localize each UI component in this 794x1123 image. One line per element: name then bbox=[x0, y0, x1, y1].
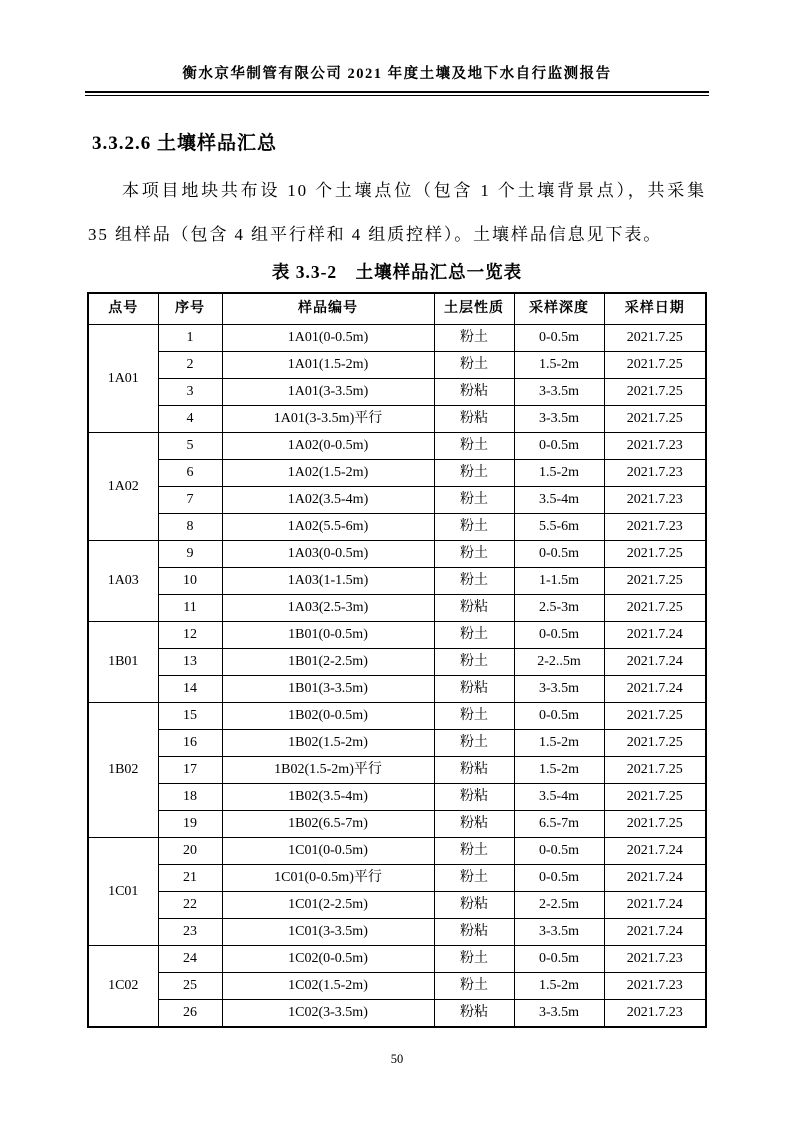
sample-id-cell: 1A01(1.5-2m) bbox=[222, 352, 434, 379]
column-header: 序号 bbox=[158, 293, 222, 325]
point-id-cell: 1C01 bbox=[88, 838, 158, 946]
table-row bbox=[88, 919, 706, 946]
date-cell: 2021.7.23 bbox=[604, 433, 706, 460]
serial-cell: 10 bbox=[158, 568, 222, 595]
table-row bbox=[88, 757, 706, 784]
table-row bbox=[88, 892, 706, 919]
table-row bbox=[88, 622, 706, 649]
soil-type-cell: 粉土 bbox=[434, 703, 514, 730]
table-header-row bbox=[88, 293, 706, 325]
serial-cell: 21 bbox=[158, 865, 222, 892]
sample-id-cell: 1B02(3.5-4m) bbox=[222, 784, 434, 811]
soil-sample-table bbox=[87, 292, 707, 1028]
serial-cell: 2 bbox=[158, 352, 222, 379]
date-cell: 2021.7.25 bbox=[604, 595, 706, 622]
date-cell: 2021.7.24 bbox=[604, 919, 706, 946]
sample-id-cell: 1B01(3-3.5m) bbox=[222, 676, 434, 703]
table-row bbox=[88, 595, 706, 622]
sample-id-cell: 1C01(3-3.5m) bbox=[222, 919, 434, 946]
depth-cell: 1-1.5m bbox=[514, 568, 604, 595]
depth-cell: 1.5-2m bbox=[514, 973, 604, 1000]
table-row bbox=[88, 838, 706, 865]
depth-cell: 2.5-3m bbox=[514, 595, 604, 622]
serial-cell: 15 bbox=[158, 703, 222, 730]
soil-type-cell: 粉土 bbox=[434, 541, 514, 568]
running-header-title: 衡水京华制管有限公司 2021 年度土壤及地下水自行监测报告 bbox=[182, 66, 612, 82]
soil-type-cell: 粉粘 bbox=[434, 379, 514, 406]
table-caption: 表 3.3-2 土壤样品汇总一览表 bbox=[271, 262, 523, 282]
sample-id-cell: 1A01(3-3.5m)平行 bbox=[222, 406, 434, 433]
date-cell: 2021.7.24 bbox=[604, 838, 706, 865]
table-row bbox=[88, 487, 706, 514]
date-cell: 2021.7.25 bbox=[604, 352, 706, 379]
depth-cell: 3-3.5m bbox=[514, 406, 604, 433]
table-row bbox=[88, 406, 706, 433]
table-row bbox=[88, 649, 706, 676]
date-cell: 2021.7.24 bbox=[604, 892, 706, 919]
sample-id-cell: 1B01(0-0.5m) bbox=[222, 622, 434, 649]
point-id-cell: 1A02 bbox=[88, 433, 158, 541]
soil-type-cell: 粉土 bbox=[434, 649, 514, 676]
serial-cell: 16 bbox=[158, 730, 222, 757]
point-id-cell: 1B01 bbox=[88, 622, 158, 703]
depth-cell: 0-0.5m bbox=[514, 838, 604, 865]
sample-id-cell: 1C02(3-3.5m) bbox=[222, 1000, 434, 1028]
serial-cell: 9 bbox=[158, 541, 222, 568]
table-row bbox=[88, 1000, 706, 1028]
date-cell: 2021.7.23 bbox=[604, 946, 706, 973]
serial-cell: 5 bbox=[158, 433, 222, 460]
depth-cell: 1.5-2m bbox=[514, 352, 604, 379]
serial-cell: 4 bbox=[158, 406, 222, 433]
sample-id-cell: 1C02(1.5-2m) bbox=[222, 973, 434, 1000]
soil-type-cell: 粉土 bbox=[434, 568, 514, 595]
column-header: 采样深度 bbox=[514, 293, 604, 325]
serial-cell: 24 bbox=[158, 946, 222, 973]
soil-type-cell: 粉土 bbox=[434, 487, 514, 514]
table-row bbox=[88, 379, 706, 406]
sample-id-cell: 1A03(2.5-3m) bbox=[222, 595, 434, 622]
date-cell: 2021.7.25 bbox=[604, 811, 706, 838]
depth-cell: 1.5-2m bbox=[514, 460, 604, 487]
date-cell: 2021.7.24 bbox=[604, 676, 706, 703]
soil-type-cell: 粉土 bbox=[434, 325, 514, 352]
table-row bbox=[88, 865, 706, 892]
depth-cell: 1.5-2m bbox=[514, 757, 604, 784]
depth-cell: 0-0.5m bbox=[514, 541, 604, 568]
sample-id-cell: 1A03(0-0.5m) bbox=[222, 541, 434, 568]
table-row bbox=[88, 460, 706, 487]
soil-type-cell: 粉土 bbox=[434, 973, 514, 1000]
date-cell: 2021.7.25 bbox=[604, 406, 706, 433]
table-row bbox=[88, 568, 706, 595]
date-cell: 2021.7.25 bbox=[604, 325, 706, 352]
serial-cell: 23 bbox=[158, 919, 222, 946]
header-divider-rule bbox=[85, 91, 709, 96]
depth-cell: 3-3.5m bbox=[514, 1000, 604, 1028]
point-id-cell: 1A03 bbox=[88, 541, 158, 622]
column-header: 采样日期 bbox=[604, 293, 706, 325]
table-row bbox=[88, 811, 706, 838]
depth-cell: 3-3.5m bbox=[514, 379, 604, 406]
soil-type-cell: 粉土 bbox=[434, 838, 514, 865]
depth-cell: 0-0.5m bbox=[514, 703, 604, 730]
serial-cell: 6 bbox=[158, 460, 222, 487]
table-row bbox=[88, 514, 706, 541]
soil-type-cell: 粉粘 bbox=[434, 919, 514, 946]
serial-cell: 1 bbox=[158, 325, 222, 352]
serial-cell: 8 bbox=[158, 514, 222, 541]
soil-type-cell: 粉粘 bbox=[434, 595, 514, 622]
depth-cell: 6.5-7m bbox=[514, 811, 604, 838]
date-cell: 2021.7.25 bbox=[604, 757, 706, 784]
date-cell: 2021.7.23 bbox=[604, 1000, 706, 1028]
sample-id-cell: 1C01(0-0.5m)平行 bbox=[222, 865, 434, 892]
body-paragraph: 本项目地块共布设 10 个土壤点位（包含 1 个土壤背景点），共采集 35 组样品（包含 4 组平行样和 4 组质控样）。土壤样品信息见下表。 bbox=[88, 181, 706, 244]
depth-cell: 3-3.5m bbox=[514, 919, 604, 946]
serial-cell: 18 bbox=[158, 784, 222, 811]
depth-cell: 0-0.5m bbox=[514, 622, 604, 649]
depth-cell: 0-0.5m bbox=[514, 325, 604, 352]
page-number: 50 bbox=[390, 1052, 404, 1066]
point-id-cell: 1B02 bbox=[88, 703, 158, 838]
depth-cell: 3.5-4m bbox=[514, 784, 604, 811]
date-cell: 2021.7.25 bbox=[604, 568, 706, 595]
table-row bbox=[88, 784, 706, 811]
depth-cell: 0-0.5m bbox=[514, 946, 604, 973]
soil-type-cell: 粉土 bbox=[434, 946, 514, 973]
soil-type-cell: 粉土 bbox=[434, 460, 514, 487]
table-row bbox=[88, 352, 706, 379]
soil-type-cell: 粉粘 bbox=[434, 784, 514, 811]
depth-cell: 5.5-6m bbox=[514, 514, 604, 541]
date-cell: 2021.7.24 bbox=[604, 865, 706, 892]
soil-type-cell: 粉粘 bbox=[434, 757, 514, 784]
date-cell: 2021.7.25 bbox=[604, 730, 706, 757]
sample-id-cell: 1B01(2-2.5m) bbox=[222, 649, 434, 676]
soil-type-cell: 粉土 bbox=[434, 352, 514, 379]
column-header: 点号 bbox=[88, 293, 158, 325]
soil-type-cell: 粉粘 bbox=[434, 892, 514, 919]
serial-cell: 3 bbox=[158, 379, 222, 406]
table-row bbox=[88, 676, 706, 703]
sample-id-cell: 1B02(1.5-2m) bbox=[222, 730, 434, 757]
sample-id-cell: 1A02(3.5-4m) bbox=[222, 487, 434, 514]
table-row bbox=[88, 730, 706, 757]
sample-id-cell: 1A02(0-0.5m) bbox=[222, 433, 434, 460]
point-id-cell: 1C02 bbox=[88, 946, 158, 1028]
date-cell: 2021.7.23 bbox=[604, 487, 706, 514]
table-row bbox=[88, 946, 706, 973]
soil-type-cell: 粉土 bbox=[434, 433, 514, 460]
table-row bbox=[88, 973, 706, 1000]
table-row bbox=[88, 541, 706, 568]
date-cell: 2021.7.24 bbox=[604, 622, 706, 649]
serial-cell: 14 bbox=[158, 676, 222, 703]
serial-cell: 22 bbox=[158, 892, 222, 919]
date-cell: 2021.7.23 bbox=[604, 460, 706, 487]
depth-cell: 2-2.5m bbox=[514, 892, 604, 919]
column-header: 样品编号 bbox=[222, 293, 434, 325]
date-cell: 2021.7.24 bbox=[604, 649, 706, 676]
soil-type-cell: 粉土 bbox=[434, 622, 514, 649]
table-row bbox=[88, 325, 706, 352]
soil-type-cell: 粉粘 bbox=[434, 676, 514, 703]
depth-cell: 2-2..5m bbox=[514, 649, 604, 676]
date-cell: 2021.7.25 bbox=[604, 703, 706, 730]
section-heading: 3.3.2.6 土壤样品汇总 bbox=[92, 133, 278, 154]
date-cell: 2021.7.23 bbox=[604, 973, 706, 1000]
soil-type-cell: 粉土 bbox=[434, 865, 514, 892]
table-body bbox=[88, 325, 706, 1028]
sample-id-cell: 1A02(1.5-2m) bbox=[222, 460, 434, 487]
soil-type-cell: 粉土 bbox=[434, 730, 514, 757]
sample-id-cell: 1A02(5.5-6m) bbox=[222, 514, 434, 541]
table-row bbox=[88, 433, 706, 460]
soil-type-cell: 粉土 bbox=[434, 514, 514, 541]
soil-type-cell: 粉粘 bbox=[434, 406, 514, 433]
date-cell: 2021.7.23 bbox=[604, 514, 706, 541]
serial-cell: 19 bbox=[158, 811, 222, 838]
date-cell: 2021.7.25 bbox=[604, 379, 706, 406]
sample-id-cell: 1A01(0-0.5m) bbox=[222, 325, 434, 352]
serial-cell: 12 bbox=[158, 622, 222, 649]
depth-cell: 3-3.5m bbox=[514, 676, 604, 703]
sample-id-cell: 1C01(0-0.5m) bbox=[222, 838, 434, 865]
serial-cell: 26 bbox=[158, 1000, 222, 1028]
sample-id-cell: 1B02(6.5-7m) bbox=[222, 811, 434, 838]
sample-id-cell: 1B02(0-0.5m) bbox=[222, 703, 434, 730]
serial-cell: 17 bbox=[158, 757, 222, 784]
table-row bbox=[88, 703, 706, 730]
depth-cell: 0-0.5m bbox=[514, 433, 604, 460]
depth-cell: 3.5-4m bbox=[514, 487, 604, 514]
sample-id-cell: 1C01(2-2.5m) bbox=[222, 892, 434, 919]
soil-type-cell: 粉粘 bbox=[434, 811, 514, 838]
sample-id-cell: 1B02(1.5-2m)平行 bbox=[222, 757, 434, 784]
date-cell: 2021.7.25 bbox=[604, 541, 706, 568]
soil-type-cell: 粉粘 bbox=[434, 1000, 514, 1028]
depth-cell: 1.5-2m bbox=[514, 730, 604, 757]
serial-cell: 7 bbox=[158, 487, 222, 514]
sample-id-cell: 1A01(3-3.5m) bbox=[222, 379, 434, 406]
point-id-cell: 1A01 bbox=[88, 325, 158, 433]
sample-id-cell: 1C02(0-0.5m) bbox=[222, 946, 434, 973]
sample-id-cell: 1A03(1-1.5m) bbox=[222, 568, 434, 595]
date-cell: 2021.7.25 bbox=[604, 784, 706, 811]
column-header: 土层性质 bbox=[434, 293, 514, 325]
serial-cell: 20 bbox=[158, 838, 222, 865]
serial-cell: 11 bbox=[158, 595, 222, 622]
serial-cell: 13 bbox=[158, 649, 222, 676]
serial-cell: 25 bbox=[158, 973, 222, 1000]
depth-cell: 0-0.5m bbox=[514, 865, 604, 892]
